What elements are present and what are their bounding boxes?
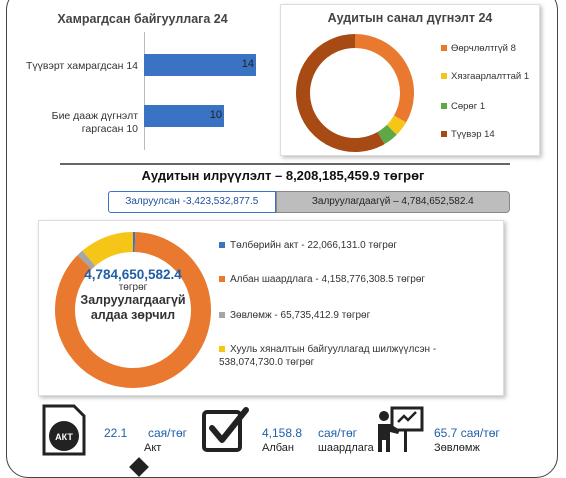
opinion-panel xyxy=(280,4,540,156)
corrected-segment[interactable]: Залруулсан -3,423,532,877.5 xyxy=(108,191,276,213)
stat-recommendation-label: Зөвлөмж xyxy=(434,442,480,454)
coverage-title: Хамрагдсан байгууллага 24 xyxy=(20,12,265,26)
legend-swatch xyxy=(441,73,447,79)
uncorrected-segment[interactable]: Залруулагдаагүй – 4,784,652,582.4 xyxy=(276,191,510,213)
stat-act xyxy=(38,404,90,461)
uncorrected-unit: төгрөг xyxy=(71,282,195,293)
bar-label-sampled: Түүвэрт хамрагдсан 14 xyxy=(20,60,138,73)
legend-swatch xyxy=(219,276,225,282)
legend-law-enforcement: Хууль хяналтын байгууллагад шилжүүлсэн - 538,074,730.0 төгрөг xyxy=(219,343,499,369)
uncorrected-caption: Залруулагдаагүй алдаа зөрчил xyxy=(71,293,195,323)
stat-recommendation-value: 65.7 сая/төг xyxy=(434,426,500,440)
act-document-icon xyxy=(38,404,90,456)
bar-value-sampled: 14 xyxy=(242,58,254,70)
donut-slice-1[interactable] xyxy=(392,119,400,130)
stat-demand-label2: шаардлага xyxy=(318,442,374,454)
donut-slice-2[interactable] xyxy=(381,130,392,138)
section-divider xyxy=(60,163,510,165)
stat-demand-label: Албан xyxy=(262,442,294,454)
donut-slice-3[interactable] xyxy=(303,41,381,145)
legend-swatch xyxy=(219,312,225,318)
legend-item-qualified: Хязгаарлалттай 1 xyxy=(441,71,529,82)
bar-independent[interactable] xyxy=(144,105,224,127)
uncorrected-panel xyxy=(38,220,504,396)
stat-act-value: 22.1 xyxy=(104,426,127,440)
legend-item-adverse: Сөрөг 1 xyxy=(441,101,485,112)
bar-label-independent: Бие дааж дүгнэлт гаргасан 10 xyxy=(20,110,138,136)
stat-recommendation xyxy=(374,404,426,461)
donut-slice-2[interactable] xyxy=(85,258,89,262)
findings-title: Аудитын илрүүлэлт – 8,208,185,459.9 төгрөг xyxy=(0,168,566,183)
stat-demand xyxy=(200,404,252,461)
bar-sampled[interactable] xyxy=(144,54,256,76)
uncorrected-amount: 4,784,650,582.4 xyxy=(71,267,195,282)
legend-swatch xyxy=(219,346,225,352)
svg-text:АКТ: АКТ xyxy=(55,432,73,442)
legend-swatch xyxy=(441,103,447,109)
legend-payment-act: Төлбөрийн акт - 22,066,131.0 төгрөг xyxy=(219,239,499,252)
legend-swatch xyxy=(441,45,447,51)
coverage-axis xyxy=(144,32,145,150)
coverage-panel xyxy=(20,6,265,154)
findings-progress-bar xyxy=(108,191,510,213)
legend-item-sample: Түүвэр 14 xyxy=(441,129,495,140)
bar-value-independent: 10 xyxy=(210,109,222,121)
checklist-icon xyxy=(200,404,252,456)
opinion-title: Аудитын санал дүгнэлт 24 xyxy=(281,11,539,25)
stat-demand-value: 4,158.8 xyxy=(262,426,302,440)
donut-center-text xyxy=(71,267,195,323)
legend-swatch xyxy=(219,242,225,248)
stat-act-label: Акт xyxy=(144,442,161,454)
donut-slice-0[interactable] xyxy=(355,41,407,119)
opinion-donut-chart[interactable] xyxy=(285,27,425,157)
presentation-icon xyxy=(374,404,426,456)
stat-demand-unit: сая/төг xyxy=(318,426,357,440)
stat-act-unit: сая/төг xyxy=(148,426,187,440)
legend-recommendation: Зөвлөмж - 65,735,412.9 төгрөг xyxy=(219,309,499,322)
legend-item-unmodified: Өөрчлөлтгүй 8 xyxy=(441,43,516,54)
legend-swatch xyxy=(441,131,447,137)
legend-official-demand: Албан шаардлага - 4,158,776,308.5 төгрөг xyxy=(219,273,499,286)
donut-slice-3[interactable] xyxy=(89,242,133,258)
